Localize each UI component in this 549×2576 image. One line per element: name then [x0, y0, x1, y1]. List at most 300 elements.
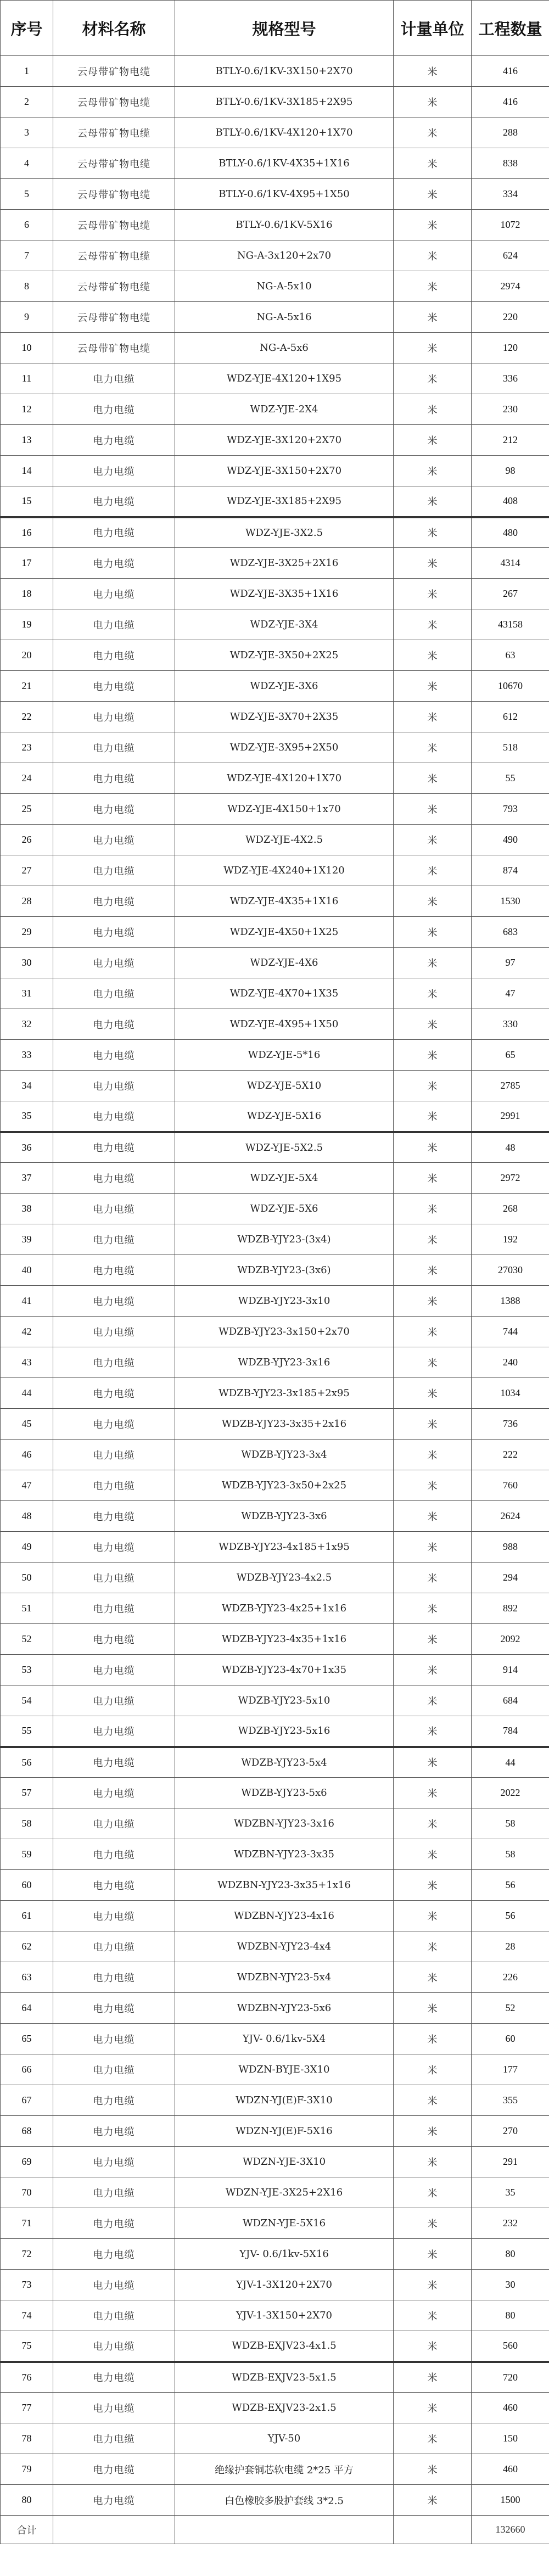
quantity-cell: 28 [472, 1931, 549, 1962]
quantity-cell: 48 [472, 1132, 549, 1163]
row-number: 56 [1, 1747, 53, 1778]
material-name-cell: 电力电缆 [53, 1378, 175, 1409]
quantity-cell: 330 [472, 1009, 549, 1040]
table-row [1, 1317, 549, 1347]
table-row [1, 425, 549, 456]
spec-cell: WDZB-YJY23-5x16 [175, 1716, 394, 1747]
spec-cell: 白色橡胶多股护套线 3*2.5 [175, 2485, 394, 2516]
spec-cell: WDZN-YJE-3X25+2X16 [175, 2177, 394, 2208]
quantity-cell: 291 [472, 2147, 549, 2177]
row-number: 54 [1, 1685, 53, 1716]
material-name-cell: 电力电缆 [53, 1224, 175, 1255]
quantity-cell: 416 [472, 87, 549, 117]
table-row [1, 240, 549, 271]
table-row [1, 271, 549, 302]
table-row [1, 1778, 549, 1808]
unit-cell: 米 [394, 1224, 472, 1255]
row-number: 15 [1, 486, 53, 517]
row-number: 41 [1, 1286, 53, 1317]
quantity-cell: 2624 [472, 1501, 549, 1532]
row-number: 72 [1, 2239, 53, 2270]
material-name-cell: 电力电缆 [53, 425, 175, 456]
table-row [1, 2024, 549, 2054]
table-row [1, 148, 549, 179]
row-number: 32 [1, 1009, 53, 1040]
quantity-cell: 793 [472, 794, 549, 825]
unit-cell: 米 [394, 2239, 472, 2270]
material-name-cell: 电力电缆 [53, 671, 175, 702]
material-name-cell: 电力电缆 [53, 1163, 175, 1194]
unit-cell: 米 [394, 2393, 472, 2423]
spec-cell: WDZB-YJY23-3x50+2x25 [175, 1470, 394, 1501]
unit-cell: 米 [394, 2331, 472, 2362]
spec-cell: WDZ-YJE-5X2.5 [175, 1132, 394, 1163]
material-name-cell: 电力电缆 [53, 2208, 175, 2239]
unit-cell: 米 [394, 87, 472, 117]
table-row [1, 2331, 549, 2362]
quantity-cell: 55 [472, 763, 549, 794]
unit-cell: 米 [394, 2177, 472, 2208]
quantity-cell: 268 [472, 1194, 549, 1224]
unit-cell: 米 [394, 702, 472, 732]
unit-cell: 米 [394, 333, 472, 363]
header-unit: 计量单位 [394, 1, 472, 56]
material-name-cell: 电力电缆 [53, 1685, 175, 1716]
row-number: 76 [1, 2362, 53, 2393]
unit-cell: 米 [394, 1163, 472, 1194]
unit-cell: 米 [394, 1747, 472, 1778]
spec-cell: WDZBN-YJY23-5x4 [175, 1962, 394, 1993]
total-empty-cell [175, 2516, 394, 2544]
material-name-cell: 电力电缆 [53, 917, 175, 948]
unit-cell: 米 [394, 1655, 472, 1685]
quantity-cell: 2991 [472, 1101, 549, 1132]
header-row [1, 1, 549, 56]
material-name-cell: 电力电缆 [53, 548, 175, 579]
quantity-cell: 80 [472, 2239, 549, 2270]
quantity-cell: 10670 [472, 671, 549, 702]
quantity-cell: 192 [472, 1224, 549, 1255]
quantity-cell: 232 [472, 2208, 549, 2239]
table-row [1, 702, 549, 732]
spec-cell: WDZ-YJE-3X150+2X70 [175, 456, 394, 486]
spec-cell: 绝缘护套铜芯软电缆 2*25 平方 [175, 2454, 394, 2485]
spec-cell: WDZN-YJE-5X16 [175, 2208, 394, 2239]
quantity-cell: 58 [472, 1808, 549, 1839]
spec-cell: WDZB-YJY23-4x70+1x35 [175, 1655, 394, 1685]
table-row [1, 1655, 549, 1685]
material-name-cell: 电力电缆 [53, 394, 175, 425]
material-name-cell: 电力电缆 [53, 763, 175, 794]
unit-cell: 米 [394, 1101, 472, 1132]
row-number: 57 [1, 1778, 53, 1808]
table-row [1, 2054, 549, 2085]
unit-cell: 米 [394, 1440, 472, 1470]
row-number: 20 [1, 640, 53, 671]
material-name-cell: 云母带矿物电缆 [53, 240, 175, 271]
row-number: 11 [1, 363, 53, 394]
spec-cell: WDZ-YJE-5X4 [175, 1163, 394, 1194]
unit-cell: 米 [394, 1317, 472, 1347]
table-row [1, 179, 549, 210]
material-name-cell: 电力电缆 [53, 1778, 175, 1808]
quantity-cell: 1500 [472, 2485, 549, 2516]
spec-cell: NG-A-5x6 [175, 333, 394, 363]
unit-cell: 米 [394, 240, 472, 271]
spec-cell: WDZB-YJY23-4x2.5 [175, 1563, 394, 1593]
row-number: 42 [1, 1317, 53, 1347]
row-number: 78 [1, 2423, 53, 2454]
material-name-cell: 电力电缆 [53, 1009, 175, 1040]
row-number: 71 [1, 2208, 53, 2239]
table-row [1, 1839, 549, 1870]
table-row [1, 1532, 549, 1563]
row-number: 24 [1, 763, 53, 794]
quantity-cell: 65 [472, 1040, 549, 1071]
table-row [1, 1071, 549, 1101]
row-number: 51 [1, 1593, 53, 1624]
quantity-cell: 52 [472, 1993, 549, 2024]
table-row [1, 2116, 549, 2147]
unit-cell: 米 [394, 2147, 472, 2177]
row-number: 61 [1, 1901, 53, 1931]
quantity-cell: 150 [472, 2423, 549, 2454]
quantity-cell: 222 [472, 1440, 549, 1470]
quantity-cell: 212 [472, 425, 549, 456]
table-row [1, 2423, 549, 2454]
row-number: 43 [1, 1347, 53, 1378]
unit-cell: 米 [394, 56, 472, 87]
row-number: 31 [1, 978, 53, 1009]
table-row [1, 210, 549, 240]
material-name-cell: 云母带矿物电缆 [53, 117, 175, 148]
unit-cell: 米 [394, 1716, 472, 1747]
quantity-cell: 2022 [472, 1778, 549, 1808]
unit-cell: 米 [394, 794, 472, 825]
table-row [1, 1470, 549, 1501]
quantity-cell: 760 [472, 1470, 549, 1501]
table-row [1, 1440, 549, 1470]
row-number: 65 [1, 2024, 53, 2054]
quantity-cell: 240 [472, 1347, 549, 1378]
quantity-cell: 120 [472, 333, 549, 363]
total-empty-cell [394, 2516, 472, 2544]
row-number: 37 [1, 1163, 53, 1194]
row-number: 79 [1, 2454, 53, 2485]
spec-cell: WDZ-YJE-4X35+1X16 [175, 886, 394, 917]
spec-cell: WDZ-YJE-5X10 [175, 1071, 394, 1101]
unit-cell: 米 [394, 1470, 472, 1501]
row-number: 49 [1, 1532, 53, 1563]
material-name-cell: 电力电缆 [53, 825, 175, 855]
unit-cell: 米 [394, 1409, 472, 1440]
row-number: 73 [1, 2270, 53, 2300]
unit-cell: 米 [394, 1071, 472, 1101]
unit-cell: 米 [394, 1009, 472, 1040]
row-number: 21 [1, 671, 53, 702]
unit-cell: 米 [394, 148, 472, 179]
row-number: 8 [1, 271, 53, 302]
unit-cell: 米 [394, 886, 472, 917]
quantity-cell: 683 [472, 917, 549, 948]
row-number: 46 [1, 1440, 53, 1470]
spec-cell: WDZ-YJE-4X120+1X95 [175, 363, 394, 394]
table-row [1, 1101, 549, 1132]
row-number: 30 [1, 948, 53, 978]
quantity-cell: 294 [472, 1563, 549, 1593]
unit-cell: 米 [394, 1962, 472, 1993]
quantity-cell: 1388 [472, 1286, 549, 1317]
row-number: 53 [1, 1655, 53, 1685]
unit-cell: 米 [394, 2423, 472, 2454]
material-name-cell: 电力电缆 [53, 2024, 175, 2054]
spec-cell: WDZ-YJE-5*16 [175, 1040, 394, 1071]
row-number: 29 [1, 917, 53, 948]
spec-cell: WDZN-YJ(E)F-5X16 [175, 2116, 394, 2147]
table-row [1, 548, 549, 579]
material-name-cell: 电力电缆 [53, 640, 175, 671]
material-name-cell: 电力电缆 [53, 2454, 175, 2485]
table-row [1, 2177, 549, 2208]
row-number: 3 [1, 117, 53, 148]
material-name-cell: 电力电缆 [53, 2270, 175, 2300]
row-number: 23 [1, 732, 53, 763]
row-number: 66 [1, 2054, 53, 2085]
header-spec: 规格型号 [175, 1, 394, 56]
table-row [1, 1624, 549, 1655]
quantity-cell: 460 [472, 2393, 549, 2423]
row-number: 74 [1, 2300, 53, 2331]
unit-cell: 米 [394, 1132, 472, 1163]
header-quantity: 工程数量 [472, 1, 549, 56]
spec-cell: WDZB-EXJV23-2x1.5 [175, 2393, 394, 2423]
table-row [1, 2085, 549, 2116]
spec-cell: WDZ-YJE-4X240+1X120 [175, 855, 394, 886]
quantity-cell: 612 [472, 702, 549, 732]
spec-cell: NG-A-5x10 [175, 271, 394, 302]
material-name-cell: 电力电缆 [53, 2485, 175, 2516]
table-row [1, 1808, 549, 1839]
material-name-cell: 电力电缆 [53, 363, 175, 394]
quantity-cell: 336 [472, 363, 549, 394]
quantity-cell: 874 [472, 855, 549, 886]
unit-cell: 米 [394, 2485, 472, 2516]
unit-cell: 米 [394, 1931, 472, 1962]
unit-cell: 米 [394, 1993, 472, 2024]
table-row [1, 1501, 549, 1532]
row-number: 55 [1, 1716, 53, 1747]
row-number: 64 [1, 1993, 53, 2024]
table-row [1, 117, 549, 148]
table-row [1, 2208, 549, 2239]
spec-cell: WDZBN-YJY23-3x35+1x16 [175, 1870, 394, 1901]
material-name-cell: 电力电缆 [53, 948, 175, 978]
quantity-cell: 230 [472, 394, 549, 425]
spec-cell: WDZB-EXJV23-5x1.5 [175, 2362, 394, 2393]
unit-cell: 米 [394, 1378, 472, 1409]
unit-cell: 米 [394, 2454, 472, 2485]
material-name-cell: 电力电缆 [53, 1993, 175, 2024]
unit-cell: 米 [394, 1040, 472, 1071]
spec-cell: WDZ-YJE-3X25+2X16 [175, 548, 394, 579]
material-name-cell: 云母带矿物电缆 [53, 179, 175, 210]
quantity-cell: 1530 [472, 886, 549, 917]
unit-cell: 米 [394, 948, 472, 978]
table-row [1, 2239, 549, 2270]
unit-cell: 米 [394, 517, 472, 548]
material-name-cell: 电力电缆 [53, 1040, 175, 1071]
table-row [1, 978, 549, 1009]
material-name-cell: 电力电缆 [53, 579, 175, 609]
material-name-cell: 云母带矿物电缆 [53, 87, 175, 117]
quantity-cell: 35 [472, 2177, 549, 2208]
spec-cell: WDZ-YJE-3X2.5 [175, 517, 394, 548]
table-row [1, 302, 549, 333]
table-body [1, 56, 549, 2516]
spec-cell: WDZB-YJY23-(3x6) [175, 1255, 394, 1286]
unit-cell: 米 [394, 363, 472, 394]
material-name-cell: 电力电缆 [53, 1716, 175, 1747]
spec-cell: WDZB-YJY23-5x6 [175, 1778, 394, 1808]
spec-cell: BTLY-0.6/1KV-4X35+1X16 [175, 148, 394, 179]
unit-cell: 米 [394, 2085, 472, 2116]
table-row [1, 456, 549, 486]
row-number: 63 [1, 1962, 53, 1993]
spec-cell: WDZ-YJE-4X95+1X50 [175, 1009, 394, 1040]
material-name-cell: 电力电缆 [53, 1286, 175, 1317]
spec-cell: YJV- 0.6/1kv-5X16 [175, 2239, 394, 2270]
spec-cell: BTLY-0.6/1KV-3X150+2X70 [175, 56, 394, 87]
table-row [1, 948, 549, 978]
quantity-cell: 355 [472, 2085, 549, 2116]
material-name-cell: 电力电缆 [53, 2147, 175, 2177]
table-row [1, 1040, 549, 1071]
spec-cell: WDZ-YJE-3X35+1X16 [175, 579, 394, 609]
row-number: 10 [1, 333, 53, 363]
unit-cell: 米 [394, 1624, 472, 1655]
unit-cell: 米 [394, 179, 472, 210]
material-name-cell: 电力电缆 [53, 456, 175, 486]
row-number: 25 [1, 794, 53, 825]
unit-cell: 米 [394, 117, 472, 148]
quantity-cell: 30 [472, 2270, 549, 2300]
spec-cell: WDZBN-YJY23-4x16 [175, 1901, 394, 1931]
material-name-cell: 电力电缆 [53, 1808, 175, 1839]
table-row [1, 1993, 549, 2024]
quantity-cell: 43158 [472, 609, 549, 640]
unit-cell: 米 [394, 1808, 472, 1839]
material-name-cell: 电力电缆 [53, 1132, 175, 1163]
row-number: 33 [1, 1040, 53, 1071]
row-number: 80 [1, 2485, 53, 2516]
material-name-cell: 电力电缆 [53, 2300, 175, 2331]
material-name-cell: 电力电缆 [53, 978, 175, 1009]
spec-cell: WDZ-YJE-5X6 [175, 1194, 394, 1224]
table-row [1, 579, 549, 609]
total-quantity: 132660 [472, 2516, 549, 2544]
table-row [1, 333, 549, 363]
row-number: 26 [1, 825, 53, 855]
row-number: 40 [1, 1255, 53, 1286]
unit-cell: 米 [394, 1839, 472, 1870]
table-row [1, 1163, 549, 1194]
table-row [1, 855, 549, 886]
table-row [1, 1255, 549, 1286]
spec-cell: WDZB-YJY23-3x150+2x70 [175, 1317, 394, 1347]
material-name-cell: 电力电缆 [53, 2085, 175, 2116]
table-row [1, 1931, 549, 1962]
table-row [1, 609, 549, 640]
table-row [1, 1009, 549, 1040]
material-name-cell: 电力电缆 [53, 1071, 175, 1101]
material-name-cell: 电力电缆 [53, 486, 175, 517]
spec-cell: WDZB-EXJV23-4x1.5 [175, 2331, 394, 2362]
quantity-cell: 334 [472, 179, 549, 210]
quantity-cell: 784 [472, 1716, 549, 1747]
row-number: 4 [1, 148, 53, 179]
spec-cell: WDZ-YJE-4X150+1x70 [175, 794, 394, 825]
material-name-cell: 电力电缆 [53, 1931, 175, 1962]
row-number: 67 [1, 2085, 53, 2116]
row-number: 34 [1, 1071, 53, 1101]
spec-cell: NG-A-5x16 [175, 302, 394, 333]
material-name-cell: 电力电缆 [53, 609, 175, 640]
material-name-cell: 电力电缆 [53, 1839, 175, 1870]
table-row [1, 1901, 549, 1931]
material-name-cell: 电力电缆 [53, 1347, 175, 1378]
spec-cell: WDZB-YJY23-3x16 [175, 1347, 394, 1378]
row-number: 58 [1, 1808, 53, 1839]
unit-cell: 米 [394, 1593, 472, 1624]
unit-cell: 米 [394, 1286, 472, 1317]
table-row [1, 2147, 549, 2177]
spec-cell: BTLY-0.6/1KV-4X120+1X70 [175, 117, 394, 148]
unit-cell: 米 [394, 394, 472, 425]
row-number: 68 [1, 2116, 53, 2147]
material-name-cell: 电力电缆 [53, 2423, 175, 2454]
spec-cell: WDZBN-YJY23-5x6 [175, 1993, 394, 2024]
unit-cell: 米 [394, 855, 472, 886]
table-row [1, 486, 549, 517]
quantity-cell: 44 [472, 1747, 549, 1778]
row-number: 2 [1, 87, 53, 117]
row-number: 38 [1, 1194, 53, 1224]
material-name-cell: 电力电缆 [53, 732, 175, 763]
spec-cell: YJV- 0.6/1kv-5X4 [175, 2024, 394, 2054]
spec-cell: YJV-1-3X150+2X70 [175, 2300, 394, 2331]
spec-cell: WDZN-BYJE-3X10 [175, 2054, 394, 2085]
table-row [1, 517, 549, 548]
material-name-cell: 电力电缆 [53, 1194, 175, 1224]
table-row [1, 1870, 549, 1901]
unit-cell: 米 [394, 2116, 472, 2147]
material-name-cell: 电力电缆 [53, 1563, 175, 1593]
material-name-cell: 电力电缆 [53, 1440, 175, 1470]
quantity-cell: 914 [472, 1655, 549, 1685]
spec-cell: WDZBN-YJY23-3x16 [175, 1808, 394, 1839]
row-number: 22 [1, 702, 53, 732]
row-number: 9 [1, 302, 53, 333]
row-number: 19 [1, 609, 53, 640]
quantity-cell: 27030 [472, 1255, 549, 1286]
quantity-cell: 1034 [472, 1378, 549, 1409]
quantity-cell: 838 [472, 148, 549, 179]
material-name-cell: 电力电缆 [53, 702, 175, 732]
unit-cell: 米 [394, 548, 472, 579]
material-name-cell: 电力电缆 [53, 1747, 175, 1778]
spec-cell: WDZBN-YJY23-3x35 [175, 1839, 394, 1870]
table-row [1, 794, 549, 825]
